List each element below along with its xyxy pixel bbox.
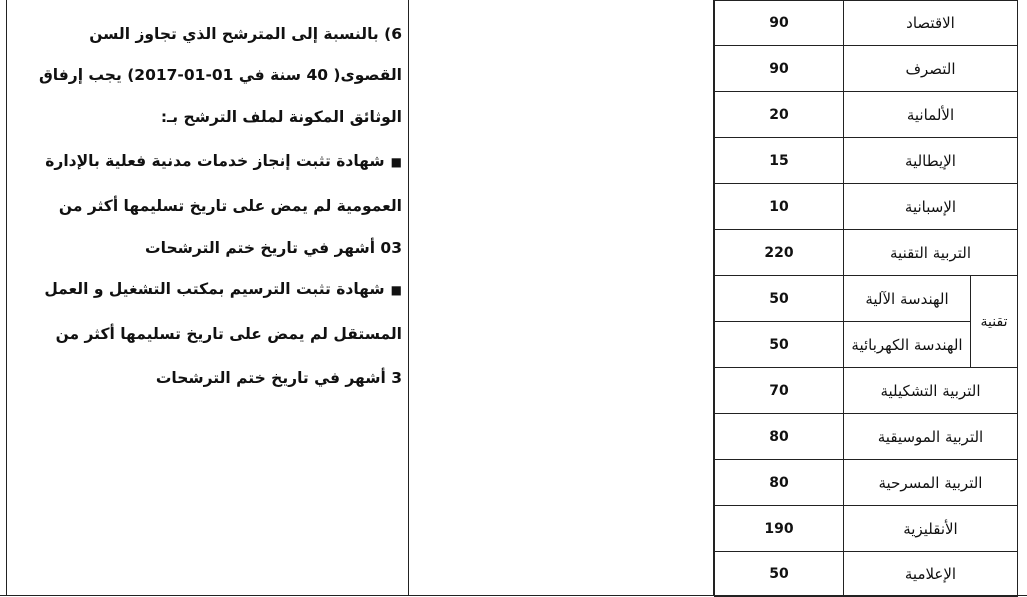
count-cell: 50	[715, 552, 844, 597]
subject-cell: الاقتصاد	[844, 1, 1018, 46]
text-line-6: 03 أشهر في تاريخ ختم الترشحات	[145, 239, 402, 257]
count-cell: 20	[715, 92, 844, 138]
subject-cell: الأنقليزية	[844, 506, 1018, 552]
table-row	[715, 368, 1018, 414]
table-row	[715, 460, 1018, 506]
count-cell: 15	[715, 138, 844, 184]
subject-cell: التربية التقنية	[844, 230, 1018, 276]
count-cell: 90	[715, 46, 844, 92]
subject-cell: التربية التشكيلية	[844, 368, 1018, 414]
table-row	[715, 276, 1018, 322]
count-cell: 70	[715, 368, 844, 414]
subject-cell: الهندسة الآلية	[844, 276, 971, 322]
group-cell: تقنية	[971, 276, 1018, 368]
subject-cell: الهندسة الكهربائية	[844, 322, 971, 368]
text-line-3: الوثائق المكونة لملف الترشح بـ:	[160, 108, 402, 126]
count-cell: 50	[715, 322, 844, 368]
requirements-text	[0, 0, 410, 596]
table-row	[715, 506, 1018, 552]
subject-cell: الإيطالية	[844, 138, 1018, 184]
table-row	[715, 138, 1018, 184]
table-row	[715, 1, 1018, 46]
table-row	[715, 184, 1018, 230]
subject-cell: الإعلامية	[844, 552, 1018, 597]
table-row	[715, 230, 1018, 276]
subject-cell: الألمانية	[844, 92, 1018, 138]
count-cell: 80	[715, 414, 844, 460]
count-cell: 90	[715, 1, 844, 46]
text-line-7-content: شهادة تثبت الترسيم بمكتب التشغيل و العمل	[44, 280, 385, 298]
subject-cell: الإسبانية	[844, 184, 1018, 230]
text-line-5: العمومية لم يمض على تاريخ تسليمها أكثر من	[58, 197, 402, 215]
subject-cell: التصرف	[844, 46, 1018, 92]
count-cell: 220	[715, 230, 844, 276]
subject-cell: التربية الموسيقية	[844, 414, 1018, 460]
table-row	[715, 92, 1018, 138]
text-line-2: القصوى( 40 سنة في 01-01-2017) يجب إرفاق	[38, 66, 402, 84]
text-line-4-content: شهادة تثبت إنجاز خدمات مدنية فعلية بالإدارة	[45, 152, 385, 170]
text-line-1: 6) بالنسبة إلى المترشح الذي تجاوز السن	[89, 25, 402, 43]
count-cell: 80	[715, 460, 844, 506]
count-cell: 50	[715, 276, 844, 322]
text-line-4	[4, 141, 402, 181]
table-row	[715, 414, 1018, 460]
text-line-8: المستقل لم يمض على تاريخ تسليمها أكثر من	[55, 325, 402, 343]
table-row	[715, 46, 1018, 92]
count-cell: 10	[715, 184, 844, 230]
count-cell: 190	[715, 506, 844, 552]
text-line-7	[4, 269, 402, 309]
bullet-icon: ■	[390, 155, 402, 169]
table-row	[715, 552, 1018, 597]
text-line-9: 3 أشهر في تاريخ ختم الترشحات	[155, 369, 402, 387]
subject-cell: التربية المسرحية	[844, 460, 1018, 506]
positions-table	[714, 0, 1018, 597]
bullet-icon: ■	[390, 283, 402, 297]
